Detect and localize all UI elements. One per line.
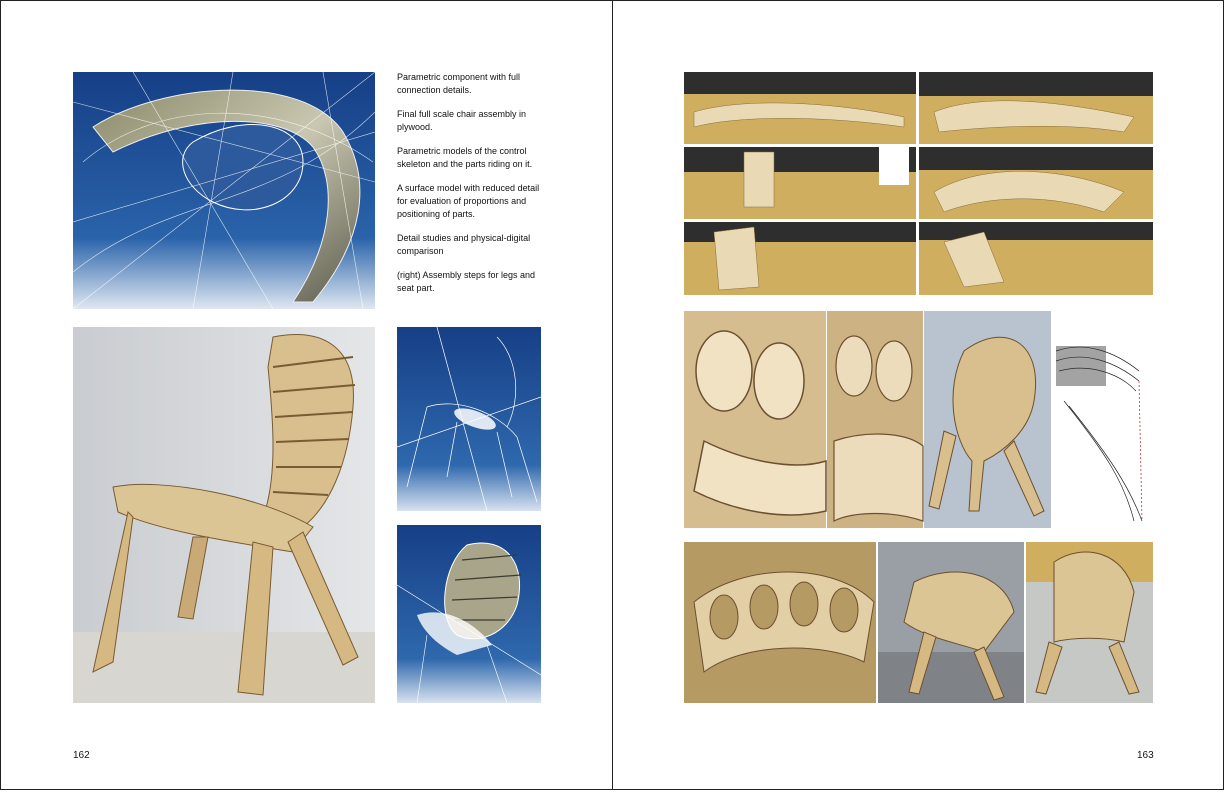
caption-assembly-steps: (right) Assembly steps for legs and seat part. xyxy=(397,270,536,293)
caption-final-assembly: Final full scale chair assembly in plywood. xyxy=(397,109,527,132)
caption-surface-model: A surface model with reduced detail for evaluation of proportions and positioning of parts. xyxy=(397,183,540,219)
wireframe-skeleton-model xyxy=(397,327,541,511)
caption-column xyxy=(397,71,547,306)
cad-component-render xyxy=(73,72,375,309)
page-number-right: 163 xyxy=(1137,750,1154,761)
assembly-photos-bottom xyxy=(684,542,1153,703)
caption-control-skeleton: Parametric models of the control skeleton and the parts riding on it. xyxy=(397,146,533,169)
assembly-steps-grid xyxy=(684,72,1153,295)
plywood-chair-photo xyxy=(73,327,375,703)
wireframe-parts-model xyxy=(397,525,541,703)
caption-parametric-component: Parametric component with full connection details. xyxy=(397,72,521,95)
page-number-left: 162 xyxy=(73,750,90,761)
detail-studies-strip xyxy=(684,311,1154,528)
caption-detail-studies: Detail studies and physical-digital comparison xyxy=(397,233,531,256)
left-page xyxy=(0,0,613,790)
right-page xyxy=(612,0,1224,790)
